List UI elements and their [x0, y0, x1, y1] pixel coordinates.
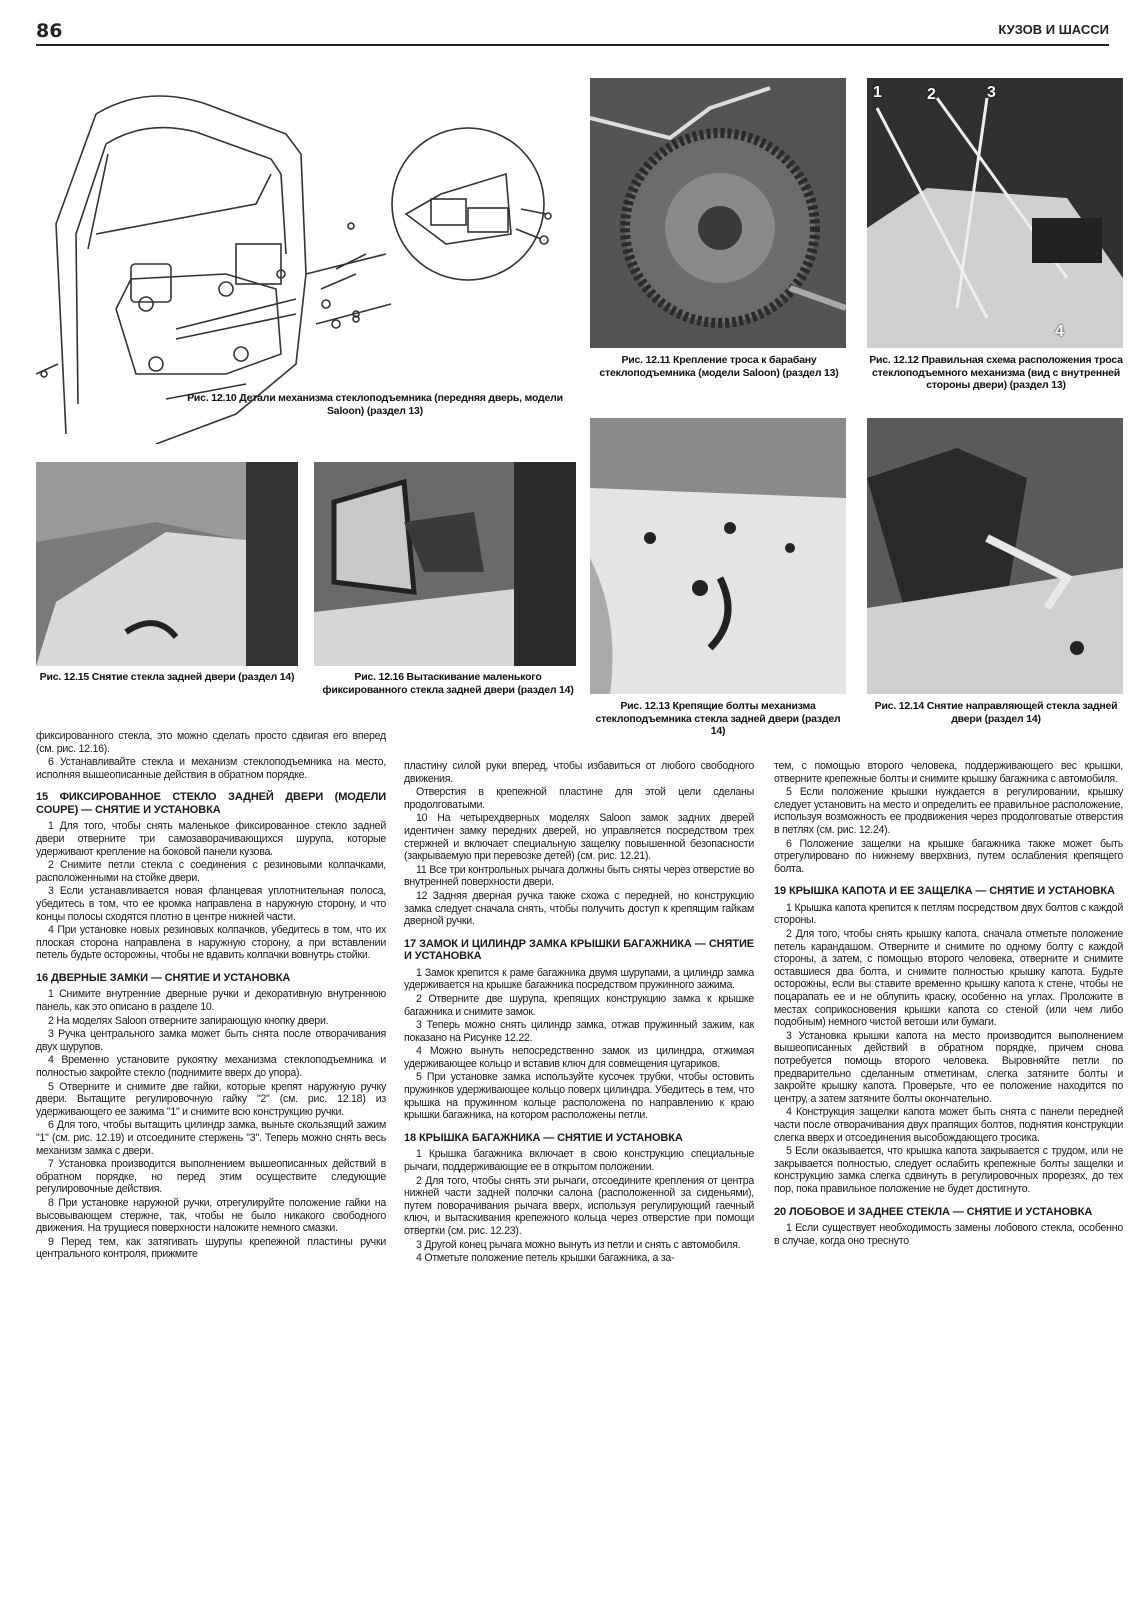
paragraph: 2 Снимите петли стекла с соединения с резиновыми колпачками, расположенными на стойке двери.: [36, 859, 386, 884]
paragraph: 7 Установка производится выполнением вышеописанных действий в обратном порядке, но перед этим осуществите следующие регулировочные действия.: [36, 1158, 386, 1196]
paragraph: 1 Если существует необходимость замены лобового стекла, особенно в случае, когда оно треснуто: [774, 1222, 1123, 1247]
figure-12-15-caption: Рис. 12.15 Снятие стекла задней двери (раздел 14): [39, 671, 295, 683]
figure-12-12-photo: [867, 78, 1123, 348]
figure-12-13-photo: [590, 418, 846, 694]
paragraph: 6 Устанавливайте стекла и механизм стеклоподъемника на место, исполняя вышеописанные действия в обратном порядке.: [36, 756, 386, 781]
paragraph: 5 При установке замка используйте кусочек трубки, чтобы остовить пружинков удерживающее кольцо поверх цилиндра. Убедитесь в тем, что крышка на пружинном кольце расположена по направлению к краю крышки багажника, на котором расположены петли.: [404, 1071, 754, 1122]
paragraph: 12 Задняя дверная ручка также схожа с передней, но конструкцию замка следует сначала снять, чтобы получить доступ к крепящим гайкам дверной ручки.: [404, 889, 754, 928]
figure-12-12-label-2: 2: [927, 86, 936, 103]
paragraph: 3 Ручка центрального замка может быть снята после отворачивания двух шурупов.: [36, 1028, 386, 1053]
paragraph: 4 Конструкция защелки капота может быть снята с панели передней части после отворачивания двух прапящих болтов, поднятия конструкции слегка вверх и отсоединения высобождающего тросика.: [774, 1106, 1123, 1144]
figure-12-16-caption: Рис. 12.16 Вытаскивание маленького фиксированного стекла задней двери (раздел 14): [322, 671, 574, 696]
section-heading-19: 19 КРЫШКА КАПОТА И ЕЕ ЗАЩЕЛКА — СНЯТИЕ И УСТАНОВКА: [774, 885, 1115, 898]
figure-12-16-photo: [314, 462, 576, 666]
paragraph: 9 Перед тем, как затягивать шурупы крепежной пластины ручки центрального контроля, прижмите: [36, 1235, 386, 1261]
figure-12-12-label-1: 1: [873, 84, 882, 101]
paragraph: 4 Можно вынуть непосредственно замок из цилиндра, отжимая удерживающее кольцо и вставив ключ для совмещения цугариков.: [404, 1045, 754, 1070]
paragraph: 3 Если устанавливается новая фланцевая уплотнительная полоса, убедитесь в том, что ее кромка направлена в наружную сторону, и что концы полосы сходятся плотно в центре нижней части.: [36, 885, 386, 923]
paragraph: пластину силой руки вперед, чтобы избавиться от любого свободного движения.: [404, 760, 754, 785]
section-heading-15: 15 ФИКСИРОВАННОЕ СТЕКЛО ЗАДНЕЙ ДВЕРИ (МОДЕЛИ COUPE) — СНЯТИЕ И УСТАНОВКА: [36, 791, 386, 816]
paragraph: 1 Снимите внутренние дверные ручки и декоративную внутреннюю панель, как это описано в разделе 10.: [36, 988, 386, 1013]
paragraph: 1 Для того, чтобы снять маленькое фиксированное стекло задней двери отверните три самозаворачивающихся шурупа, которые удерживают крепление на боковой панели кузова.: [36, 820, 386, 858]
paragraph: 5 Если оказывается, что крышка капота закрывается с трудом, или не закрывается полностью, следует ослабить крепежные болты защелки и конструкцию замка слегка сдвинуть в регулировочных прорезях, до тех пор, пока правильное положение не будет достигнуто.: [774, 1145, 1123, 1195]
figure-12-15-photo: [36, 462, 298, 666]
paragraph: 4 Отметьте положение петель крышки багажника, а за-: [416, 1252, 675, 1265]
paragraph: 11 Все три контрольных рычага должны быть сняты через отверстие во внутренней поверхности двери.: [404, 863, 754, 889]
figure-12-11-photo: [590, 78, 846, 348]
figure-12-14-photo: [867, 418, 1123, 694]
paragraph: 6 Положение защелки на крышке багажника также может быть отрегулировано по нижнему вверхвниз, путем ослабления крепящего болта.: [774, 837, 1123, 875]
paragraph: Отверстия в крепежной пластине для этой цели сделаны продолговатыми.: [404, 786, 754, 811]
paragraph: 5 Отверните и снимите две гайки, которые крепят наружную ручку двери. Вытащите регулировочную гайку "2" (см. рис. 12.18) из удерживающего ее зажима "1" и снимите всю конструкцию ручки.: [36, 1080, 386, 1118]
paragraph: 2 На моделях Saloon отверните запирающую кнопку двери.: [48, 1014, 329, 1027]
text-column-3: [774, 760, 1123, 1248]
paragraph: 1 Замок крепится к раме багажника двумя шурупами, а цилиндр замка удерживается на крышке багажника посредством пружинного зажима.: [404, 966, 754, 992]
text-column-1: [36, 730, 386, 1262]
paragraph: 4 При установке новых резиновых колпачков, убедитесь в том, что их плоская сторона направлена в наружную сторону, а при вставлении петель будьте осторожны, чтобы не вдавить колпачки вовнутрь стойки.: [36, 924, 386, 962]
paragraph: 8 При установке наружной ручки, отрегулируйте положение гайки на высовывающем стержне, так, чтобы не было никакого свободного движения. На трущиеся поверхности наложите немного смазки.: [36, 1196, 386, 1235]
section-title: КУЗОВ И ШАССИ: [998, 22, 1109, 37]
paragraph: 3 Установка крышки капота на место производится выполнением вышеописанных действий в обратном порядке, причем снова потребуется помощь второго человека. Выровняйте петли по предварительно сделанным отметинам, слегка затяните болты и закройте крышку капота. Проверьте, что ее положение находится по центру, а затем затяните болты окончательно.: [774, 1029, 1123, 1105]
figure-12-13-caption: Рис. 12.13 Крепящие болты механизма стеклоподъемника стекла задней двери (раздел 14): [595, 700, 841, 737]
figure-12-10-caption: Рис. 12.10 Детали механизма стеклоподъемника (передняя дверь, модели Saloon) (раздел 13): [187, 392, 563, 417]
figure-12-10-drawing: [36, 74, 556, 444]
text-column-2: [404, 760, 754, 1266]
paragraph: 3 Теперь можно снять цилиндр замка, отжав пружинный зажим, как показано на Рисунке 12.22.: [404, 1019, 754, 1044]
section-heading-18: 18 КРЫШКА БАГАЖНИКА — СНЯТИЕ И УСТАНОВКА: [404, 1131, 683, 1144]
page-number: 86: [36, 20, 63, 42]
figure-12-11-caption: Рис. 12.11 Крепление троса к барабану стеклоподъемника (модели Saloon) (раздел 13): [599, 354, 839, 379]
paragraph: 1 Крышка багажника включает в свою конструкцию специальные рычаги, поддерживающие ее в открытом положении.: [404, 1148, 754, 1173]
section-heading-17: 17 ЗАМОК И ЦИЛИНДР ЗАМКА КРЫШКИ БАГАЖНИКА — СНЯТИЕ И УСТАНОВКА: [404, 937, 754, 963]
figure-12-12-label-3: 3: [987, 84, 996, 101]
paragraph: 10 На четырехдверных моделях Saloon замок задних дверей идентичен замку передних дверей, но управляется посредством трех стержней и включает специальную защелку повышенной безопасности (закрываемую при перевозке детей) (см. рис. 12.21).: [404, 812, 754, 863]
figure-12-12-caption: Рис. 12.12 Правильная схема расположения троса стеклоподъемного механизма (вид с внутренней стороны двери) (раздел 13): [869, 354, 1123, 391]
section-heading-16: 16 ДВЕРНЫЕ ЗАМКИ — СНЯТИЕ И УСТАНОВКА: [36, 971, 291, 984]
paragraph: 5 Если положение крышки нуждается в регулировании, крышку следует установить на место и определить ее правильное расположение, используя возможность ее продвижения через продолговатые отверстия в петлях (см. рис. 12.24).: [774, 786, 1123, 836]
paragraph: фиксированного стекла, это можно сделать просто сдвигая его вперед (см. рис. 12.16).: [36, 730, 386, 755]
paragraph: 2 Для того, чтобы снять крышку капота, сначала отметьте положение петель карандашом. Отверните и снимите по одному болту с каждой стороны, а затем, с помощью второго человека, отверните и снимите оставшиеся два болта, и снимите полностью крышку капота. Будьте осторожны, если вы ставите временно крышку капота к стене, чтобы не поцарапать ее и не облупить краску, особенно на углах. Проложите в местах соприкосновения крышки капота со стеной (или чем либо подобным) немного чистой ветоши или бумаги.: [774, 928, 1123, 1029]
paragraph: 6 Для того, чтобы вытащить цилиндр замка, выньте скользящий зажим "1" (см. рис. 12.19) и отсоедините стержень "3". Теперь можно снять весь механизм замка с двери.: [36, 1119, 386, 1157]
section-heading-20: 20 ЛОБОВОЕ И ЗАДНЕЕ СТЕКЛА — СНЯТИЕ И УСТАНОВКА: [774, 1205, 1093, 1218]
header-rule: [36, 44, 1109, 46]
paragraph: 2 Для того, чтобы снять эти рычаги, отсоедините крепления от центра нижней части задней полочки салона (расположенной за сиденьями), путем поворачивания рычага вверх, используя регулирующий гаечный ключ, и вытаскивания крепежного кольца через отверстие при помощи отвертки (см. рис. 12.23).: [404, 1174, 754, 1237]
paragraph: 3 Другой конец рычага можно вынуть из петли и снять с автомобиля.: [416, 1238, 741, 1251]
paragraph: 4 Временно установите рукоятку механизма стеклоподъемника и полностью закройте стекло (поднимите вверх до упора).: [36, 1054, 386, 1079]
paragraph: 1 Крышка капота крепится к петлям посредством двух болтов с каждой стороны.: [774, 901, 1123, 927]
paragraph: 2 Отверните две шурупа, крепящих конструкцию замка к крышке багажника и снимите замок.: [404, 992, 754, 1018]
figure-12-12-label-4: 4: [1055, 323, 1064, 340]
paragraph: тем, с помощью второго человека, поддерживающего вес крышки, отверните крепежные болты и снимите крышку багажника с автомобиля.: [774, 760, 1123, 785]
figure-12-14-caption: Рис. 12.14 Снятие направляющей стекла задней двери (раздел 14): [874, 700, 1118, 725]
